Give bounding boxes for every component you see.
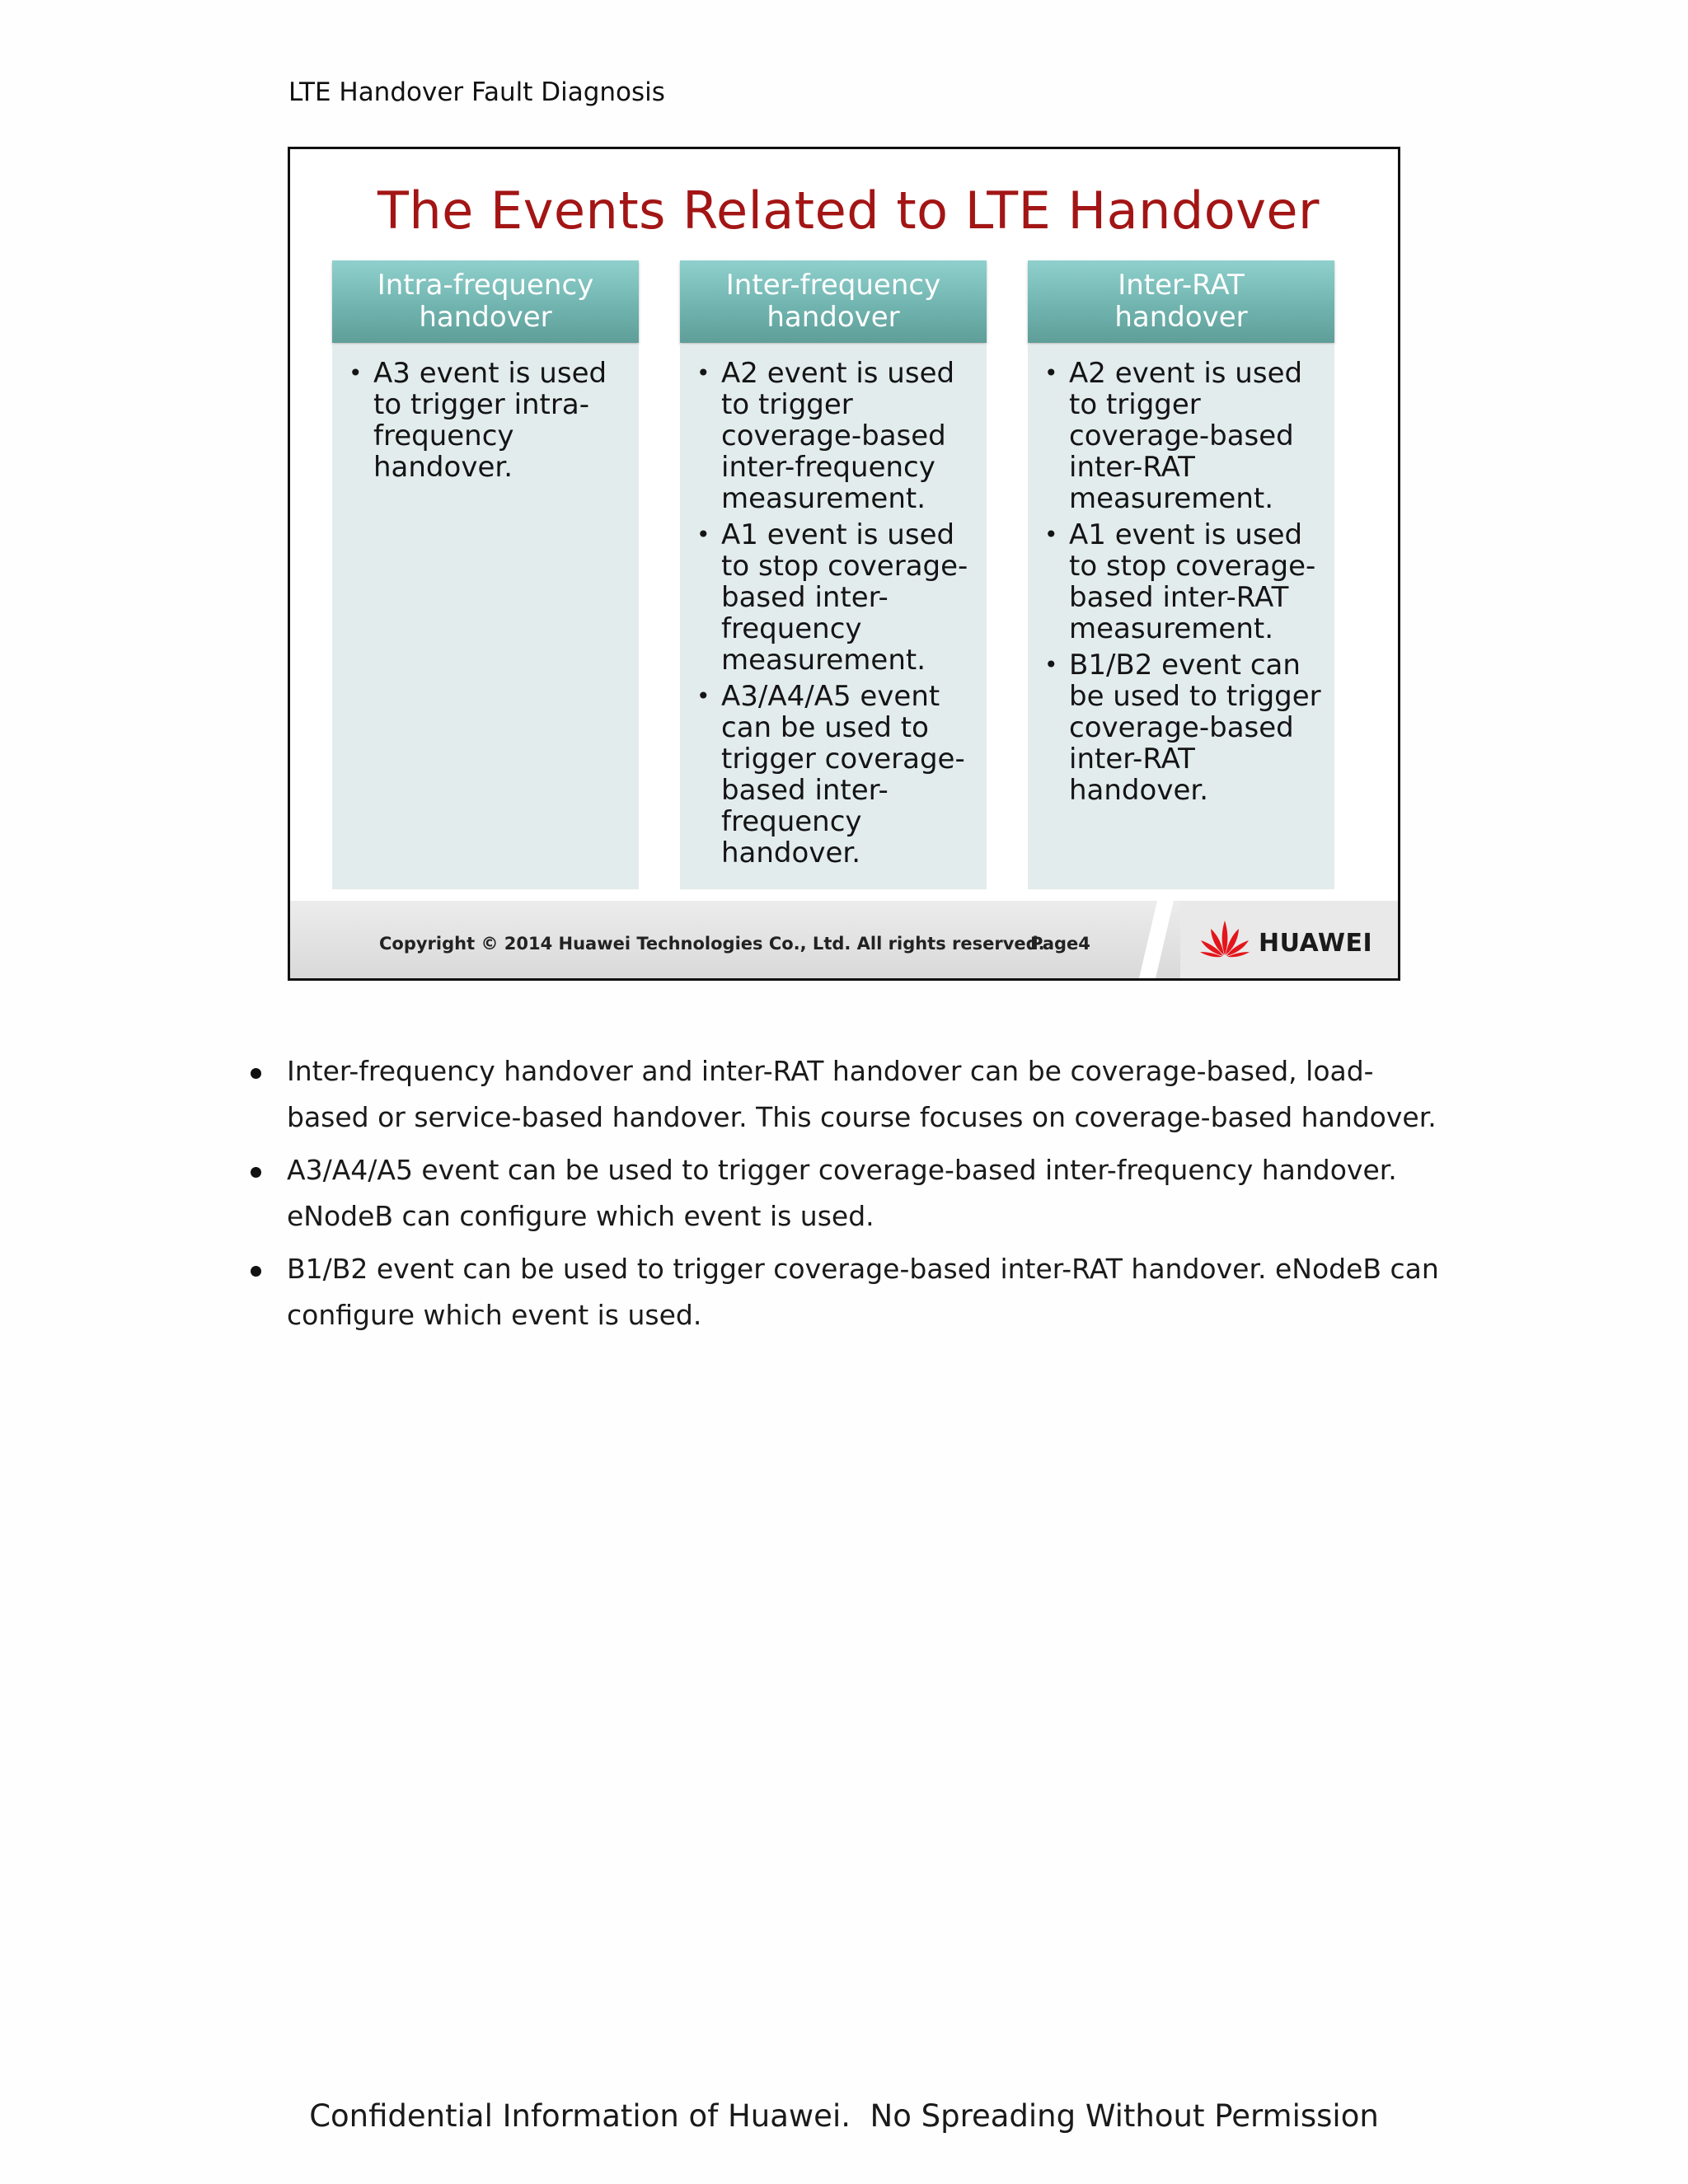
copyright-text: Copyright © 2014 Huawei Technologies Co., Ltd. All rights reserved.: [379, 934, 1045, 954]
running-head: LTE Handover Fault Diagnosis: [288, 77, 665, 107]
column-inter-frequency: [680, 260, 987, 981]
column-bullet: • A2 event is used to trigger coverage-based inter-RAT measurement.: [1043, 358, 1326, 514]
slide-title: The Events Related to LTE Handover: [377, 180, 1320, 241]
column-body: [1028, 344, 1334, 889]
column-header: Inter-frequency handover: [680, 260, 987, 343]
column-bullet: • A3/A4/A5 event can be used to trigger coverage-based inter-frequency handover.: [695, 681, 978, 869]
column-intra-frequency: [332, 260, 639, 981]
slide-image: [288, 147, 1400, 981]
column-bullet: • A3 event is used to trigger intra-frequency handover.: [347, 358, 631, 483]
column-inter-rat: [1028, 260, 1334, 981]
column-bullet: • A1 event is used to stop coverage-based inter-frequency measurement.: [695, 519, 978, 676]
bullet-dot-icon: [251, 1266, 261, 1277]
slide-footer: [290, 901, 1398, 978]
column-bullet: • A1 event is used to stop coverage-based inter-RAT measurement.: [1043, 519, 1326, 644]
notes-item: A3/A4/A5 event can be used to trigger coverage-based inter-frequency handover. eNodeB can configure which event is used.: [244, 1147, 1447, 1240]
huawei-petal-logo-icon: [1198, 917, 1251, 958]
notes-list: [244, 1048, 1447, 1345]
column-bullet: • A2 event is used to trigger coverage-based inter-frequency measurement.: [695, 358, 978, 514]
notes-item: B1/B2 event can be used to trigger coverage-based inter-RAT handover. eNodeB can configure which event is used.: [244, 1246, 1447, 1338]
column-bullet: • B1/B2 event can be used to trigger coverage-based inter-RAT handover.: [1043, 649, 1326, 806]
confidential-footer: Confidential Information of Huawei. No Spreading Without Permission: [309, 2098, 1379, 2134]
column-header: Inter-RAT handover: [1028, 260, 1334, 343]
column-body: [680, 344, 987, 889]
column-header: Intra-frequency handover: [332, 260, 639, 343]
slide-page-number: Page4: [1030, 934, 1090, 954]
column-body: [332, 344, 639, 889]
bullet-dot-icon: [251, 1167, 261, 1178]
bullet-dot-icon: [251, 1068, 261, 1079]
huawei-logo-text: HUAWEI: [1259, 929, 1373, 958]
notes-item: Inter-frequency handover and inter-RAT handover can be coverage-based, load-based or service-based handover. This course focuses on coverage-based handover.: [244, 1048, 1447, 1141]
